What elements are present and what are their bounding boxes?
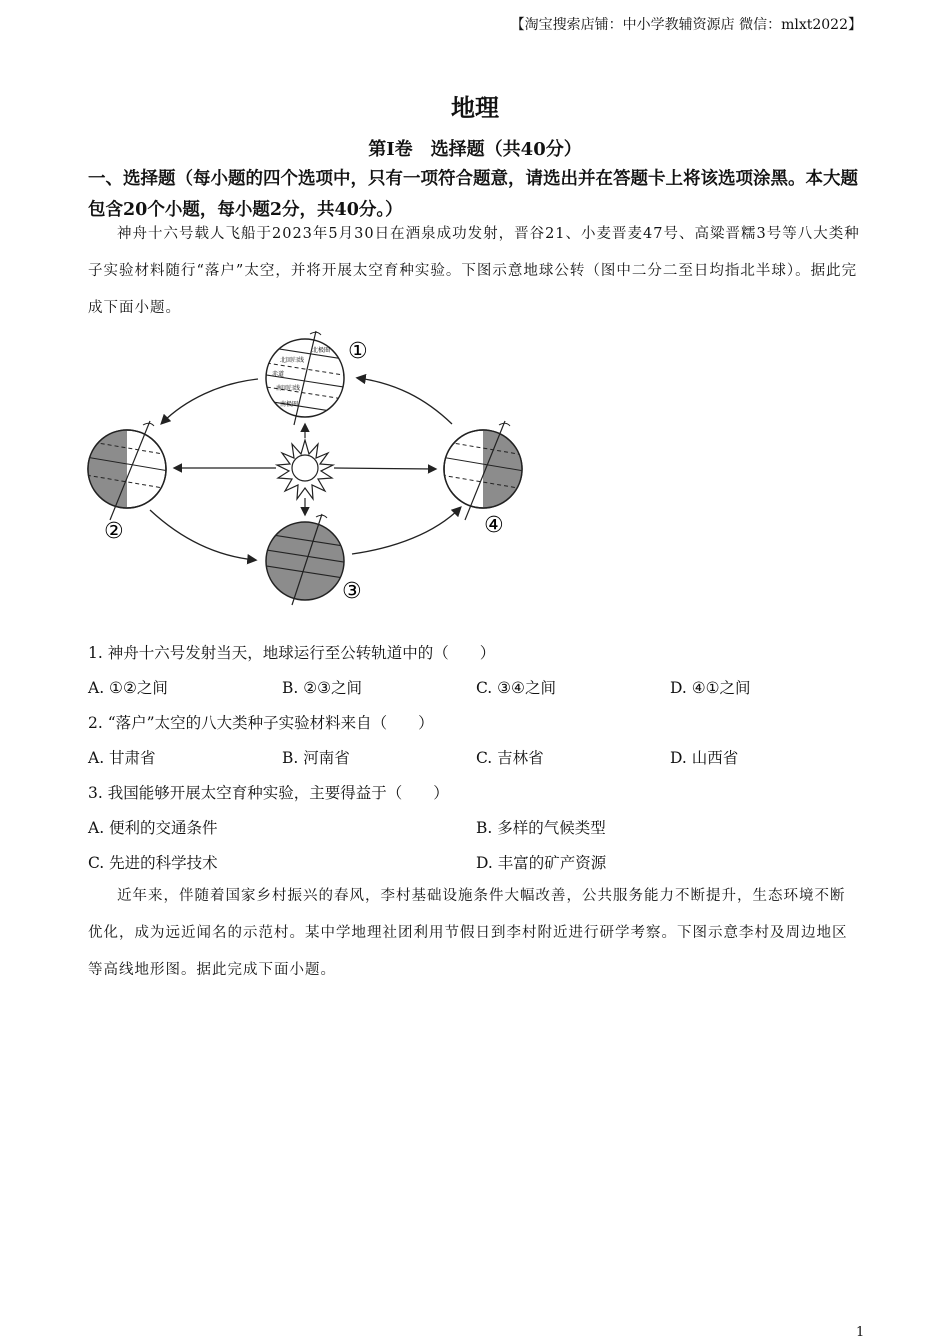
position-label-1: ① — [348, 339, 368, 364]
header-note: 【淘宝搜索店铺：中小学教辅资源店 微信：mlxt2022】 — [510, 17, 862, 33]
section-heading: 一、选择题（每小题的四个选项中，只有一项符合题意，请选出并在答题卡上将该选项涂黑。本大题包含20个小题，每小题2分，共40分。） — [88, 169, 858, 220]
svg-text:赤道: 赤道 — [272, 371, 285, 378]
question-3-option-a[interactable]: A. 便利的交通条件 — [88, 819, 218, 837]
position-label-2: ② — [104, 519, 124, 544]
question-1-stem: 1. 神舟十六号发射当天，地球运行至公转轨道中的（ ） — [88, 644, 496, 662]
page-number: 1 — [856, 1325, 865, 1340]
position-label-3: ③ — [342, 579, 362, 604]
svg-text:北回归线: 北回归线 — [280, 357, 305, 364]
question-1-option-c[interactable]: C. ③④之间 — [476, 679, 556, 697]
page-title: 地理 — [451, 93, 499, 122]
svg-text:北极圈: 北极圈 — [312, 347, 331, 354]
question-2-option-c[interactable]: C. 吉林省 — [476, 749, 544, 767]
question-2-stem: 2. “落户”太空的八大类种子实验材料来自（ ） — [88, 714, 434, 732]
globe-position-2 — [80, 421, 175, 520]
question-2-option-a[interactable]: A. 甘肃省 — [88, 749, 156, 767]
earth-revolution-diagram — [80, 328, 540, 610]
question-3-option-c[interactable]: C. 先进的科学技术 — [88, 854, 218, 872]
question-3-option-d[interactable]: D. 丰富的矿产资源 — [476, 854, 607, 872]
question-1-option-d[interactable]: D. ④①之间 — [670, 679, 751, 697]
question-1-option-b[interactable]: B. ②③之间 — [282, 679, 363, 697]
question-3-option-b[interactable]: B. 多样的气候类型 — [476, 819, 606, 837]
svg-text:南回归线: 南回归线 — [276, 385, 301, 392]
globe-position-4 — [435, 421, 533, 520]
passage-1: 神舟十六号载人飞船于2023年5月30日在酒泉成功发射，晋谷21、小麦晋麦47号、高粱晋糯3号等八大类种子实验材料随行“落户”太空，并将开展太空育种实验。下图示意地球公转（图中二分二至日均指北半球）。据此完成下面小题。 — [88, 226, 860, 316]
sun-icon — [277, 440, 333, 499]
passage-2: 近年来，伴随着国家乡村振兴的春风，李村基础设施条件大幅改善，公共服务能力不断提升，生态环境不断优化，成为远近闻名的示范村。某中学地理社团利用节假日到李村附近进行研学考察。下图示意李村及周边地区等高线地形图。据此完成下面小题。 — [88, 888, 848, 978]
svg-text:南极圈: 南极圈 — [280, 401, 299, 408]
globe-position-1 — [260, 331, 350, 425]
globe-position-3 — [260, 514, 350, 605]
question-1-option-a[interactable]: A. ①②之间 — [88, 679, 168, 697]
question-2-option-b[interactable]: B. 河南省 — [282, 749, 350, 767]
question-2-option-d[interactable]: D. 山西省 — [670, 749, 739, 767]
question-3-stem: 3. 我国能够开展太空育种实验，主要得益于（ ） — [88, 784, 449, 802]
part-title: 第Ⅰ卷 选择题（共40分） — [368, 139, 582, 160]
position-label-4: ④ — [484, 513, 504, 538]
